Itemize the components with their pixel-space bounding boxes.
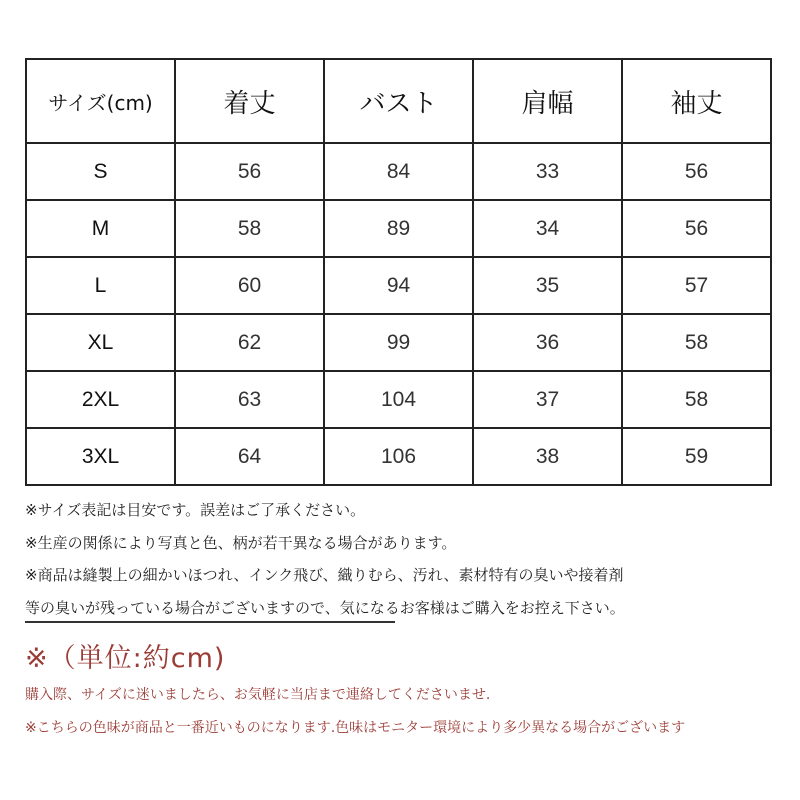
measurement-cell: 94 [324, 257, 473, 314]
measurement-cell: 104 [324, 371, 473, 428]
measurement-cell: 56 [622, 143, 771, 200]
measurement-cell: 60 [175, 257, 324, 314]
measurement-cell: 36 [473, 314, 622, 371]
measurement-cell: 38 [473, 428, 622, 485]
measurement-cell: 35 [473, 257, 622, 314]
table-row [26, 314, 771, 371]
measurement-cell: 37 [473, 371, 622, 428]
divider [25, 621, 395, 623]
notes [25, 494, 625, 624]
measurement-cell: 57 [622, 257, 771, 314]
table-row [26, 143, 771, 200]
unit-label: ※（単位:約cm) [25, 643, 226, 674]
header-shoulder: 肩幅 [473, 59, 622, 143]
size-cell: S [26, 143, 175, 200]
measurement-cell: 106 [324, 428, 473, 485]
size-cell: M [26, 200, 175, 257]
measurement-cell: 63 [175, 371, 324, 428]
table-row [26, 257, 771, 314]
measurement-cell: 56 [175, 143, 324, 200]
table-row [26, 371, 771, 428]
header-length: 着丈 [175, 59, 324, 143]
color-note: ※こちらの色味が商品と一番近いものになります.色味はモニター環境により多少異なる場合がございます [25, 720, 686, 736]
measurement-cell: 62 [175, 314, 324, 371]
size-table [25, 58, 772, 486]
measurement-cell: 34 [473, 200, 622, 257]
size-cell: L [26, 257, 175, 314]
measurement-cell: 59 [622, 428, 771, 485]
measurement-cell: 84 [324, 143, 473, 200]
note-line: ※生産の関係により写真と色、柄が若干異なる場合があります。 [25, 533, 457, 552]
table-row [26, 428, 771, 485]
size-cell: XL [26, 314, 175, 371]
measurement-cell: 56 [622, 200, 771, 257]
table-header-row [26, 59, 771, 143]
measurement-cell: 89 [324, 200, 473, 257]
header-bust: バスト [324, 59, 473, 143]
measurement-cell: 64 [175, 428, 324, 485]
size-cell: 3XL [26, 428, 175, 485]
note-line: ※商品は縫製上の細かいほつれ、インク飛び、織りむら、汚れ、素材特有の臭いや接着剤 [25, 566, 624, 584]
measurement-cell: 58 [622, 371, 771, 428]
size-cell: 2XL [26, 371, 175, 428]
measurement-cell: 33 [473, 143, 622, 200]
header-size: サイズ(cm) [26, 59, 175, 143]
header-sleeve: 袖丈 [622, 59, 771, 143]
note-line: 等の臭いが残っている場合がございますので、気になるお客様はご購入をお控え下さい。 [25, 598, 625, 617]
measurement-cell: 99 [324, 314, 473, 371]
table-row [26, 200, 771, 257]
measurement-cell: 58 [622, 314, 771, 371]
measurement-cell: 58 [175, 200, 324, 257]
note-line: ※サイズ表記は目安です。誤差はご了承ください。 [25, 501, 366, 519]
contact-note: 購入際、サイズに迷いましたら、お気軽に当店まで連絡してくださいませ. [25, 687, 491, 703]
